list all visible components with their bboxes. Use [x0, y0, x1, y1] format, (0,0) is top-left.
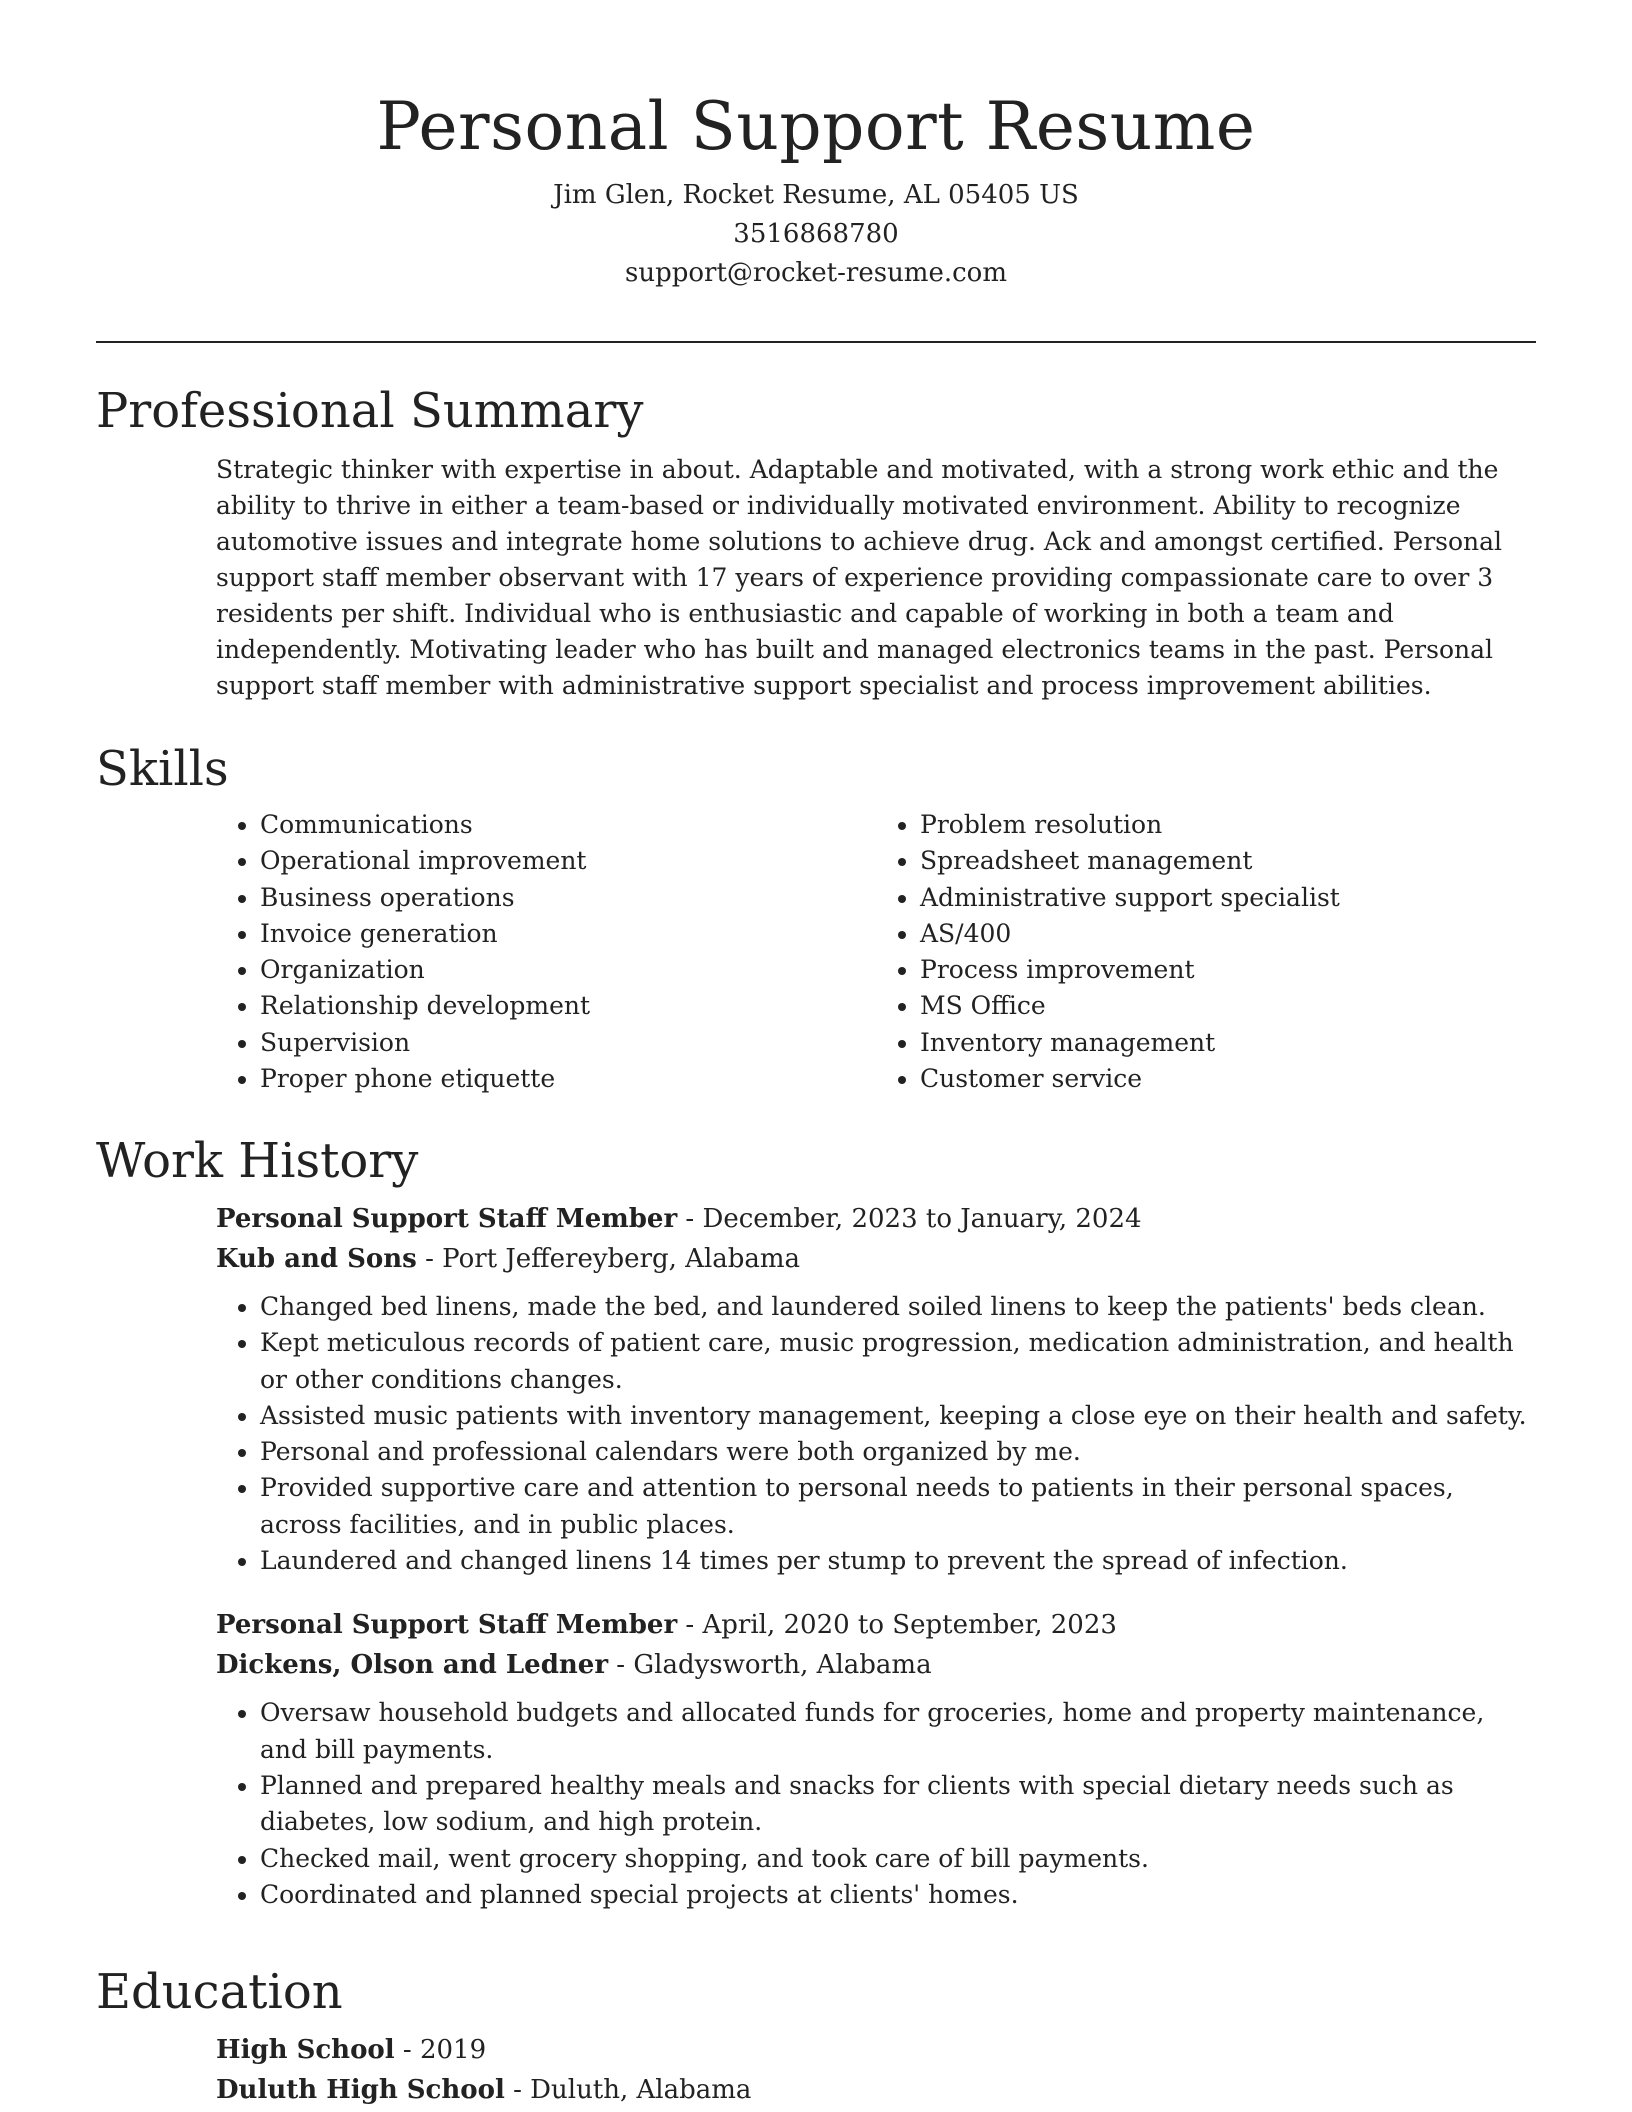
- contact-address: Jim Glen, Rocket Resume, AL 05405 US: [553, 180, 1079, 210]
- job-dates: - April, 2020 to September, 2023: [677, 1610, 1117, 1641]
- job-dates: - December, 2023 to January, 2024: [677, 1204, 1142, 1234]
- job-bullet: • Assisted music patients with inventory management, keeping a close eye on their health and safety.: [260, 1398, 1536, 1434]
- job-bullet: • Changed bed linens, made the bed, and laundered soiled linens to keep the patients' beds clean.: [260, 1289, 1536, 1325]
- education-location: - Duluth, Alabama: [504, 2075, 752, 2105]
- skill-item: • Organization: [260, 952, 876, 988]
- summary-section: [96, 381, 1536, 704]
- summary-heading: Professional Summary: [96, 383, 644, 439]
- summary-text: Strategic thinker with expertise in about. Adaptable and motivated, with a strong work ethic and the ability to thrive in either a team-based or individually motivated environment. Ability to recognize automotive issues and integrate home solutions to achieve drug. Ack and amongst certified. Personal support staff member observant with 17 years of experience providing compassionate care to over 3 residents per shift. Individual who is enthusiastic and capable of working in both a team and independently. Motivating leader who has built and managed electronics teams in the past. Personal support staff member with administrative support specialist and process improvement abilities.: [216, 455, 1503, 700]
- job-bullets: [216, 1289, 1536, 1579]
- education-heading: Education: [96, 1964, 343, 2020]
- skill-item: • Business operations: [260, 880, 876, 916]
- resume-title: Personal Support Resume: [376, 88, 1256, 165]
- job-bullet: • Checked mail, went grocery shopping, and took care of bill payments.: [260, 1841, 1536, 1877]
- job-title-line: [216, 1605, 1536, 1645]
- education-degree: High School: [216, 2035, 395, 2065]
- work-history-section: [96, 1131, 1536, 1913]
- job-bullets: [216, 1695, 1536, 1913]
- resume-header: [0, 0, 1632, 293]
- job-company-line: [216, 1645, 1536, 1685]
- skills-heading: Skills: [96, 741, 229, 797]
- header-divider: [96, 341, 1536, 343]
- job-location: - Gladysworth, Alabama: [608, 1650, 932, 1681]
- job-company-line: [216, 1239, 1536, 1279]
- education-school: Duluth High School: [216, 2075, 505, 2105]
- job-title: Personal Support Staff Member: [216, 1204, 678, 1234]
- skills-grid: [216, 807, 1536, 1097]
- job-entry: [216, 1605, 1536, 1913]
- skills-section: [96, 739, 1536, 1097]
- job-bullet: • Provided supportive care and attention to personal needs to patients in their personal spaces, across facilities, and in public places.: [260, 1470, 1536, 1543]
- skill-item: • Invoice generation: [260, 916, 876, 952]
- skill-item: • Proper phone etiquette: [260, 1061, 876, 1097]
- contact-block: [0, 176, 1632, 293]
- skill-item: • Spreadsheet management: [920, 843, 1536, 879]
- education-school-line: [216, 2070, 1536, 2110]
- job-company: Kub and Sons: [216, 1244, 417, 1274]
- skill-item: • Customer service: [920, 1061, 1536, 1097]
- education-year: - 2019: [394, 2035, 487, 2065]
- job-bullet: • Laundered and changed linens 14 times per stump to prevent the spread of infection.: [260, 1543, 1536, 1579]
- job-bullet: • Personal and professional calendars were both organized by me.: [260, 1434, 1536, 1470]
- contact-email: support@rocket-resume.com: [624, 258, 1007, 288]
- job-title-line: [216, 1199, 1536, 1239]
- job-title: Personal Support Staff Member: [216, 1610, 678, 1641]
- skill-item: • Problem resolution: [920, 807, 1536, 843]
- skills-column-left: [216, 807, 876, 1097]
- education-degree-line: [216, 2030, 1536, 2070]
- skill-item: • MS Office: [920, 988, 1536, 1024]
- skill-item: • AS/400: [920, 916, 1536, 952]
- skill-item: • Process improvement: [920, 952, 1536, 988]
- education-entry: [216, 2030, 1536, 2110]
- work-history-heading: Work History: [96, 1133, 419, 1189]
- job-entry: [216, 1199, 1536, 1579]
- job-location: - Port Jeffereyberg, Alabama: [416, 1244, 801, 1274]
- contact-phone: 3516868780: [733, 219, 899, 249]
- job-bullet: • Coordinated and planned special projects at clients' homes.: [260, 1877, 1536, 1913]
- job-bullet: • Planned and prepared healthy meals and snacks for clients with special dietary needs such as diabetes, low sodium, and high protein.: [260, 1768, 1536, 1841]
- skill-item: • Relationship development: [260, 988, 876, 1024]
- skills-column-right: [876, 807, 1536, 1097]
- skill-item: • Operational improvement: [260, 843, 876, 879]
- skill-item: • Inventory management: [920, 1025, 1536, 1061]
- job-bullet: • Kept meticulous records of patient care, music progression, medication administration, and health or other conditions changes.: [260, 1325, 1536, 1398]
- job-company: Dickens, Olson and Ledner: [216, 1650, 609, 1681]
- skill-item: • Supervision: [260, 1025, 876, 1061]
- job-bullet: • Oversaw household budgets and allocated funds for groceries, home and property maintenance, and bill payments.: [260, 1695, 1536, 1768]
- skill-item: • Communications: [260, 807, 876, 843]
- skill-item: • Administrative support specialist: [920, 880, 1536, 916]
- education-section: [96, 1962, 1536, 2110]
